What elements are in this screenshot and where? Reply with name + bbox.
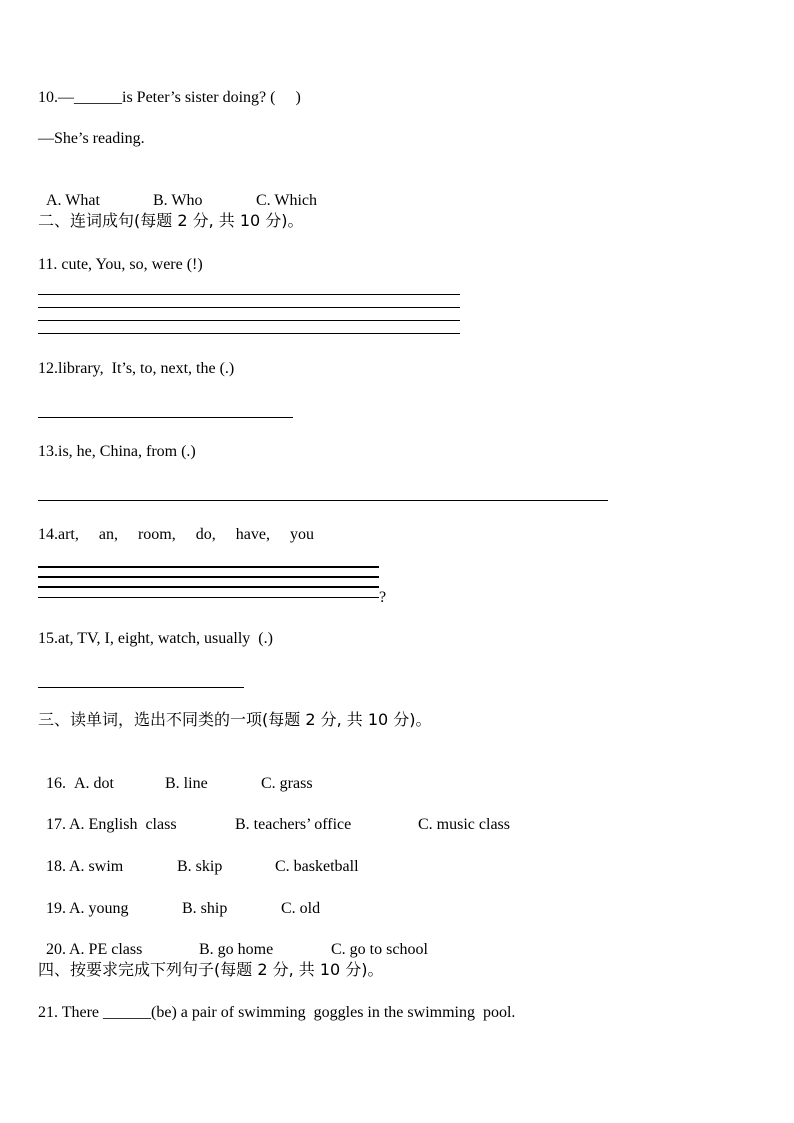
- q16-option-b[interactable]: B. line: [165, 775, 208, 792]
- q15-answer-line[interactable]: [38, 687, 244, 688]
- q12-answer-line[interactable]: [38, 417, 293, 418]
- q14-answer-line-2[interactable]: [38, 576, 379, 578]
- q17-option-c[interactable]: C. music class: [418, 816, 510, 833]
- q16-options: [38, 754, 313, 794]
- q17-options: [38, 795, 510, 835]
- q14-answer-line-4[interactable]: [38, 597, 379, 598]
- q11-prompt: 11. cute, You, so, were (!): [38, 256, 203, 273]
- q18-number: 18.: [46, 858, 66, 875]
- q13-answer-line[interactable]: [38, 500, 608, 501]
- q16-option-a[interactable]: A. dot: [74, 775, 114, 792]
- q20-option-b[interactable]: B. go home: [199, 941, 274, 958]
- q15-prompt: 15.at, TV, I, eight, watch, usually (.): [38, 630, 273, 647]
- q10-answer: —She’s reading.: [38, 130, 145, 147]
- q10-options: [38, 171, 317, 211]
- q11-answer-line-4[interactable]: [38, 333, 460, 334]
- q20-number: 20.: [46, 941, 66, 958]
- q10-option-b[interactable]: B. Who: [153, 192, 203, 209]
- q18-options: [38, 837, 359, 877]
- q14-answer-line-3[interactable]: [38, 586, 379, 588]
- q14-prompt: 14.art, an, room, do, have, you: [38, 526, 314, 543]
- q16-number: 16.: [46, 775, 66, 792]
- q13-prompt: 13.is, he, China, from (.): [38, 443, 196, 460]
- q17-number: 17.: [46, 816, 66, 833]
- q19-options: [38, 879, 320, 919]
- q14-answer-line-1[interactable]: [38, 566, 379, 568]
- q11-answer-line-3[interactable]: [38, 320, 460, 321]
- q14-question-mark: ?: [379, 589, 387, 606]
- q11-answer-line-1[interactable]: [38, 294, 460, 295]
- q17-option-a[interactable]: A. English class: [69, 816, 177, 833]
- q10-option-c[interactable]: C. Which: [256, 192, 318, 209]
- q16-option-c[interactable]: C. grass: [261, 775, 313, 792]
- section-4-title: 四、按要求完成下列句子(每题 2 分, 共 10 分)。: [38, 960, 384, 979]
- q19-option-a[interactable]: A. young: [69, 900, 129, 917]
- q19-option-c[interactable]: C. old: [281, 900, 321, 917]
- q21-prompt: 21. There ______(be) a pair of swimming goggles in the swimming pool.: [38, 1004, 516, 1021]
- q12-prompt: 12.library, It’s, to, next, the (.): [38, 360, 235, 377]
- q20-option-c[interactable]: C. go to school: [331, 941, 428, 958]
- q10-stem: 10.—______is Peter’s sister doing? ( ): [38, 89, 301, 106]
- q18-option-b[interactable]: B. skip: [177, 858, 223, 875]
- q19-number: 19.: [46, 900, 66, 917]
- q18-option-c[interactable]: C. basketball: [275, 858, 359, 875]
- q10-option-a[interactable]: A. What: [46, 192, 100, 209]
- q17-option-b[interactable]: B. teachers’ office: [235, 816, 352, 833]
- section-2-title: 二、连词成句(每题 2 分, 共 10 分)。: [38, 211, 304, 230]
- section-3-title: 三、读单词，选出不同类的一项(每题 2 分, 共 10 分)。: [38, 710, 432, 729]
- q19-option-b[interactable]: B. ship: [182, 900, 228, 917]
- q18-option-a[interactable]: A. swim: [69, 858, 124, 875]
- q20-options: [38, 920, 428, 960]
- q20-option-a[interactable]: A. PE class: [69, 941, 143, 958]
- q11-answer-line-2[interactable]: [38, 307, 460, 308]
